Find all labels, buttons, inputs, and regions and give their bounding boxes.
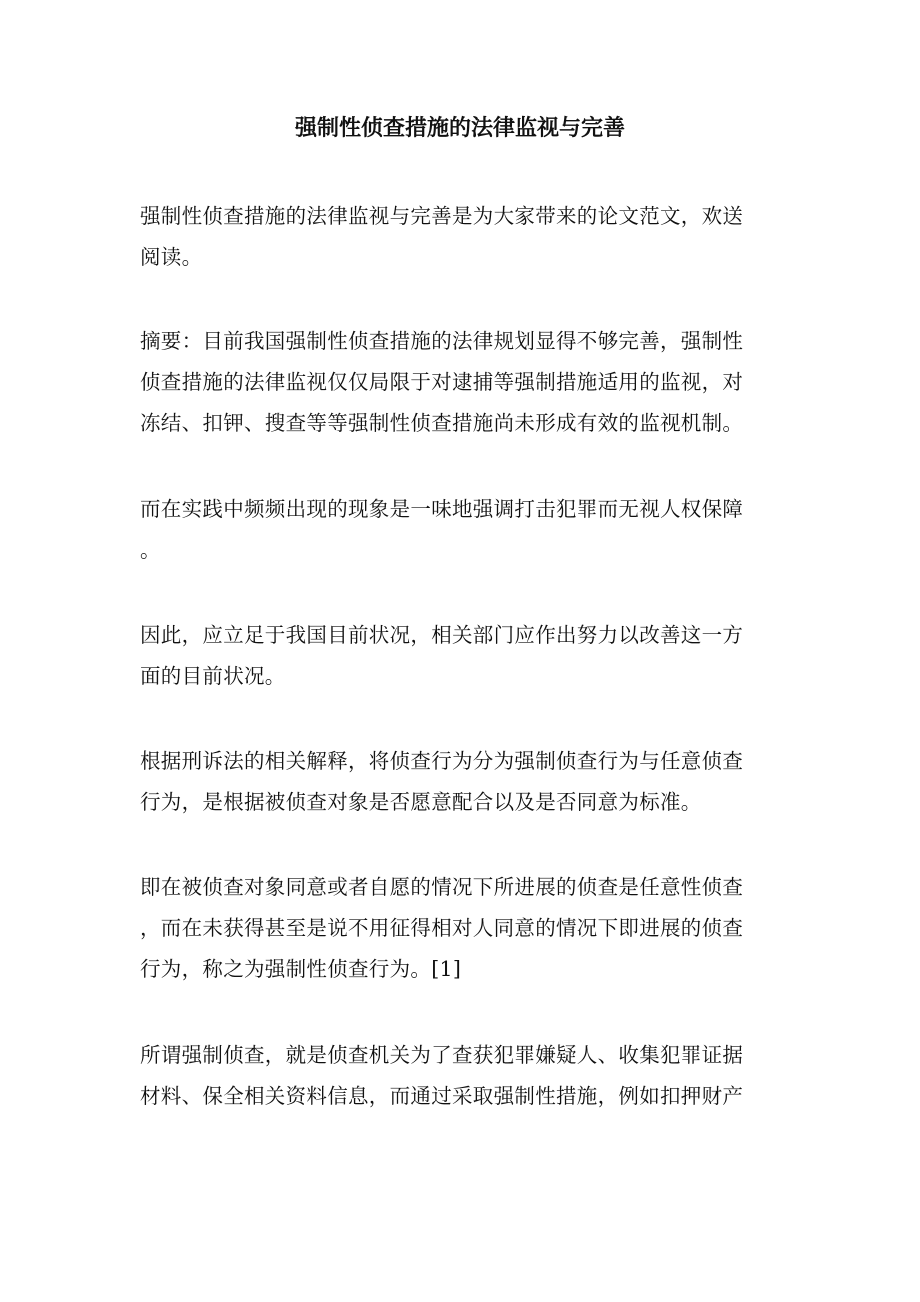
- paragraph-line: 阅读。: [140, 245, 203, 269]
- paragraph-line: 材料、保全相关资料信息，而通过采取强制性措施，例如扣押财产: [140, 1084, 744, 1108]
- paragraph-line: 强制性侦查措施的法律监视与完善是为大家带来的论文范文，欢送: [140, 204, 744, 228]
- paragraph-line: 。: [140, 538, 161, 562]
- paragraph-line: 侦查措施的法律监视仅仅局限于对逮捕等强制措施适用的监视，对: [140, 370, 744, 394]
- paragraph-abstract: [140, 321, 770, 444]
- paragraph-practice: [140, 489, 770, 571]
- paragraph-line: 冻结、扣钾、搜查等等强制性侦查措施尚未形成有效的监视机制。: [140, 411, 744, 435]
- paragraph-line: 摘要：目前我国强制性侦查措施的法律规划显得不够完善，强制性: [140, 329, 744, 353]
- paragraph-therefore: [140, 615, 770, 697]
- paragraph-line: 所谓强制侦查，就是侦查机关为了查获犯罪嫌疑人、收集犯罪证据: [140, 1043, 744, 1067]
- paragraph-intro: [140, 196, 770, 278]
- paragraph-line: 而在实践中频频出现的现象是一味地强调打击犯罪而无视人权保障: [140, 497, 744, 521]
- paragraph-line: 因此，应立足于我国目前状况，相关部门应作出努力以改善这一方: [140, 623, 744, 647]
- paragraph-line: 即在被侦查对象同意或者自愿的情况下所进展的侦查是任意性侦查: [140, 875, 744, 899]
- paragraph-compulsory: [140, 1035, 770, 1117]
- paragraph-line: 行为，称之为强制性侦查行为。[1]: [140, 957, 462, 981]
- paragraph-line: 面的目前状况。: [140, 664, 286, 688]
- paragraph-line: 根据刑诉法的相关解释，将侦查行为分为强制侦查行为与任意侦查: [140, 749, 744, 773]
- paragraph-line: 行为，是根据被侦查对象是否愿意配合以及是否同意为标准。: [140, 790, 702, 814]
- document-title: 强制性侦查措施的法律监视与完善: [294, 115, 625, 141]
- paragraph-classification: [140, 741, 770, 823]
- paragraph-definition: [140, 867, 770, 990]
- paragraph-line: ，而在未获得甚至是说不用征得相对人同意的情况下即进展的侦查: [140, 916, 744, 940]
